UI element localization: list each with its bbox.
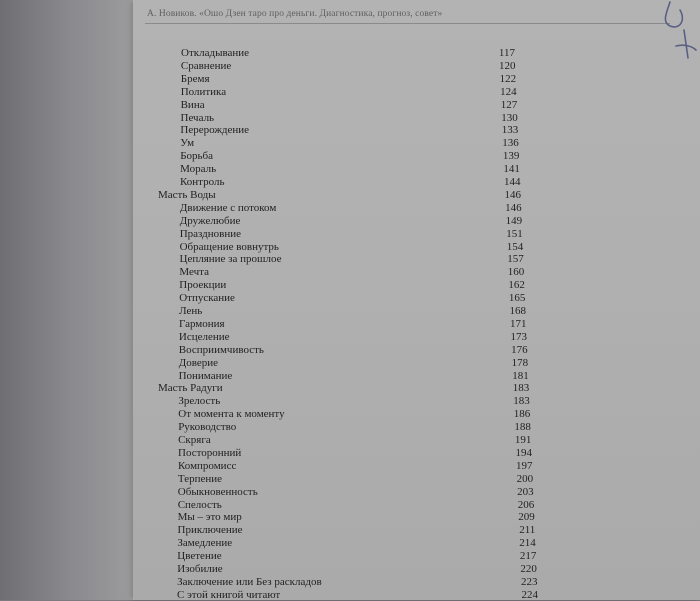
- toc-row: [0, 202, 700, 214]
- toc-entry-page-number: 173: [510, 330, 527, 343]
- toc-entry-page-number: 200: [516, 472, 534, 485]
- toc-entry-page-number: 224: [521, 588, 538, 601]
- toc-entry-page-number: 120: [499, 59, 516, 72]
- toc-entry-title: Печаль: [180, 111, 215, 124]
- toc-entry-page-number: 211: [519, 524, 536, 537]
- toc-entry-page-number: 171: [510, 317, 527, 330]
- toc-entry-title: Мы – это мир: [177, 511, 242, 524]
- toc-entry-page-number: 157: [507, 253, 524, 266]
- toc-row: [0, 576, 700, 588]
- toc-row: [0, 279, 700, 291]
- toc-entry-title: Масть Воды: [158, 188, 216, 201]
- toc-row: [0, 550, 700, 562]
- toc-row: [0, 499, 700, 511]
- toc-row: [0, 344, 700, 356]
- toc-entry-title: С этой книгой читают: [177, 588, 281, 601]
- toc-entry-page-number: 197: [516, 459, 533, 472]
- toc-row: [0, 460, 700, 472]
- toc-row: [0, 524, 700, 536]
- toc-entry-page-number: 141: [503, 163, 520, 176]
- toc-entry-title: Проекции: [179, 279, 227, 292]
- toc-entry-title: Откладывание: [181, 47, 250, 59]
- toc-entry-title: Лень: [179, 305, 203, 317]
- toc-entry-page-number: 136: [502, 137, 519, 150]
- toc-entry-title: Праздновние: [179, 227, 241, 240]
- toc-row: [0, 73, 700, 85]
- toc-row: [0, 60, 700, 72]
- toc-entry-title: Компромисс: [178, 459, 237, 472]
- toc-entry-page-number: 206: [517, 498, 535, 511]
- toc-entry-title: Масть Радуги: [158, 382, 223, 395]
- toc-entry-title: Терпение: [177, 472, 222, 485]
- toc-entry-page-number: 191: [514, 434, 532, 446]
- toc-entry-page-number: 214: [519, 537, 536, 550]
- toc-entry-page-number: 186: [513, 408, 531, 421]
- toc-entry-title: Замедление: [177, 537, 233, 550]
- toc-row: [0, 266, 700, 278]
- toc-entry-title: Цепляние за прошлое: [179, 253, 282, 266]
- toc-entry-title: Доверие: [178, 356, 218, 369]
- toc-row: [0, 434, 700, 446]
- toc-entry-title: Исцеление: [178, 330, 230, 343]
- toc-entry-title: Бремя: [180, 72, 210, 85]
- toc-entry-page-number: 220: [520, 563, 537, 575]
- toc-row: [0, 511, 700, 523]
- toc-entry-page-number: 209: [518, 511, 535, 524]
- toc-entry-title: Дружелюбие: [179, 214, 241, 227]
- toc-entry-page-number: 146: [505, 201, 522, 214]
- toc-entry-title: Восприимчивость: [178, 343, 264, 356]
- toc-row: [0, 163, 700, 175]
- toc-entry-page-number: 194: [515, 446, 532, 459]
- toc-row: [0, 99, 700, 111]
- toc-entry-page-number: 133: [501, 124, 519, 137]
- toc-entry-page-number: 151: [506, 227, 523, 240]
- toc-entry-page-number: 176: [511, 343, 528, 356]
- toc-row: [0, 537, 700, 549]
- toc-row: [0, 47, 700, 59]
- toc-entry-title: Борьба: [180, 150, 213, 163]
- toc-row: [0, 228, 700, 240]
- toc-entry-page-number: 162: [508, 279, 525, 292]
- toc-entry-title: Мечта: [179, 266, 209, 279]
- toc-entry-page-number: 124: [500, 85, 517, 98]
- toc-row: [0, 357, 700, 369]
- toc-entry-title: Приключение: [177, 524, 243, 537]
- toc-entry-title: От момента к моменту: [178, 408, 285, 421]
- toc-entry-title: Изобилие: [177, 563, 223, 575]
- toc-entry-title: Вина: [180, 98, 205, 111]
- toc-row: [0, 124, 700, 136]
- toc-entry-title: Контроль: [180, 176, 225, 188]
- toc-entry-title: Отпускание: [179, 292, 235, 305]
- toc-row: [0, 215, 700, 227]
- toc-entry-title: Движение с потоком: [179, 201, 277, 214]
- toc-row: [0, 589, 700, 601]
- toc-entry-page-number: 223: [521, 575, 538, 588]
- toc-entry-title: Мораль: [180, 163, 217, 176]
- toc-entry-page-number: 183: [513, 395, 530, 408]
- toc-entry-title: Обращение вовнутрь: [179, 240, 279, 253]
- toc-entry-page-number: 183: [512, 382, 530, 395]
- toc-row: [0, 112, 700, 124]
- toc-row: [0, 473, 700, 485]
- toc-entry-page-number: 149: [505, 214, 523, 227]
- toc-entry-page-number: 181: [512, 369, 529, 382]
- toc-entry-title: Понимание: [178, 369, 233, 382]
- toc-entry-page-number: 139: [502, 150, 520, 163]
- toc-entry-page-number: 144: [504, 176, 521, 188]
- toc-row: [0, 421, 700, 433]
- toc-entry-title: Руководство: [178, 421, 237, 434]
- toc-entry-title: Сравнение: [180, 59, 232, 72]
- toc-entry-page-number: 127: [500, 98, 518, 111]
- toc-entry-title: Заключение или Без раскладов: [177, 575, 322, 588]
- toc-section-row: [0, 189, 700, 201]
- toc-entry-title: Гармония: [179, 317, 225, 330]
- toc-entry-page-number: 217: [519, 550, 537, 563]
- toc-row: [0, 176, 700, 188]
- toc-entry-title: Ум: [180, 137, 195, 150]
- toc-entry-title: Перерождение: [180, 124, 250, 137]
- toc-entry-title: Скряга: [178, 434, 211, 446]
- toc-row: [0, 331, 700, 343]
- toc-row: [0, 241, 700, 253]
- toc-entry-title: Обыкновенность: [177, 485, 258, 498]
- toc-row: [0, 137, 700, 149]
- toc-entry-page-number: 178: [511, 356, 529, 369]
- toc-entry-page-number: 122: [499, 72, 517, 85]
- toc-entry-title: Политика: [180, 85, 227, 98]
- toc-row: [0, 486, 700, 498]
- toc-entry-page-number: 203: [517, 485, 534, 498]
- toc-entry-title: Посторонний: [178, 446, 242, 459]
- toc-entry-title: Цветение: [177, 550, 222, 563]
- toc-section-row: [0, 382, 700, 394]
- toc-entry-page-number: 168: [509, 305, 526, 317]
- toc-row: [0, 292, 700, 304]
- toc-entry-title: Зрелость: [178, 395, 221, 408]
- running-header: A. Новиков. «Ошо Дзен таро про деньги. Диагностика, прогноз, совет»: [147, 9, 443, 19]
- toc-entry-page-number: 160: [507, 266, 525, 279]
- toc-entry-page-number: 117: [498, 47, 515, 59]
- toc-row: [0, 395, 700, 407]
- toc-entry-page-number: 165: [508, 292, 526, 305]
- toc-row: [0, 447, 700, 459]
- toc-row: [0, 563, 700, 575]
- toc-row: [0, 318, 700, 330]
- toc-row: [0, 408, 700, 420]
- toc-entry-page-number: 130: [501, 111, 518, 124]
- toc-entry-title: Спелость: [177, 498, 222, 511]
- toc-row: [0, 86, 700, 98]
- toc-entry-page-number: 154: [506, 240, 524, 253]
- toc-row: [0, 253, 700, 265]
- toc-row: [0, 150, 700, 162]
- toc-entry-page-number: 146: [504, 188, 521, 201]
- toc-row: [0, 305, 700, 317]
- toc-row: [0, 370, 700, 382]
- toc-entry-page-number: 188: [514, 421, 531, 434]
